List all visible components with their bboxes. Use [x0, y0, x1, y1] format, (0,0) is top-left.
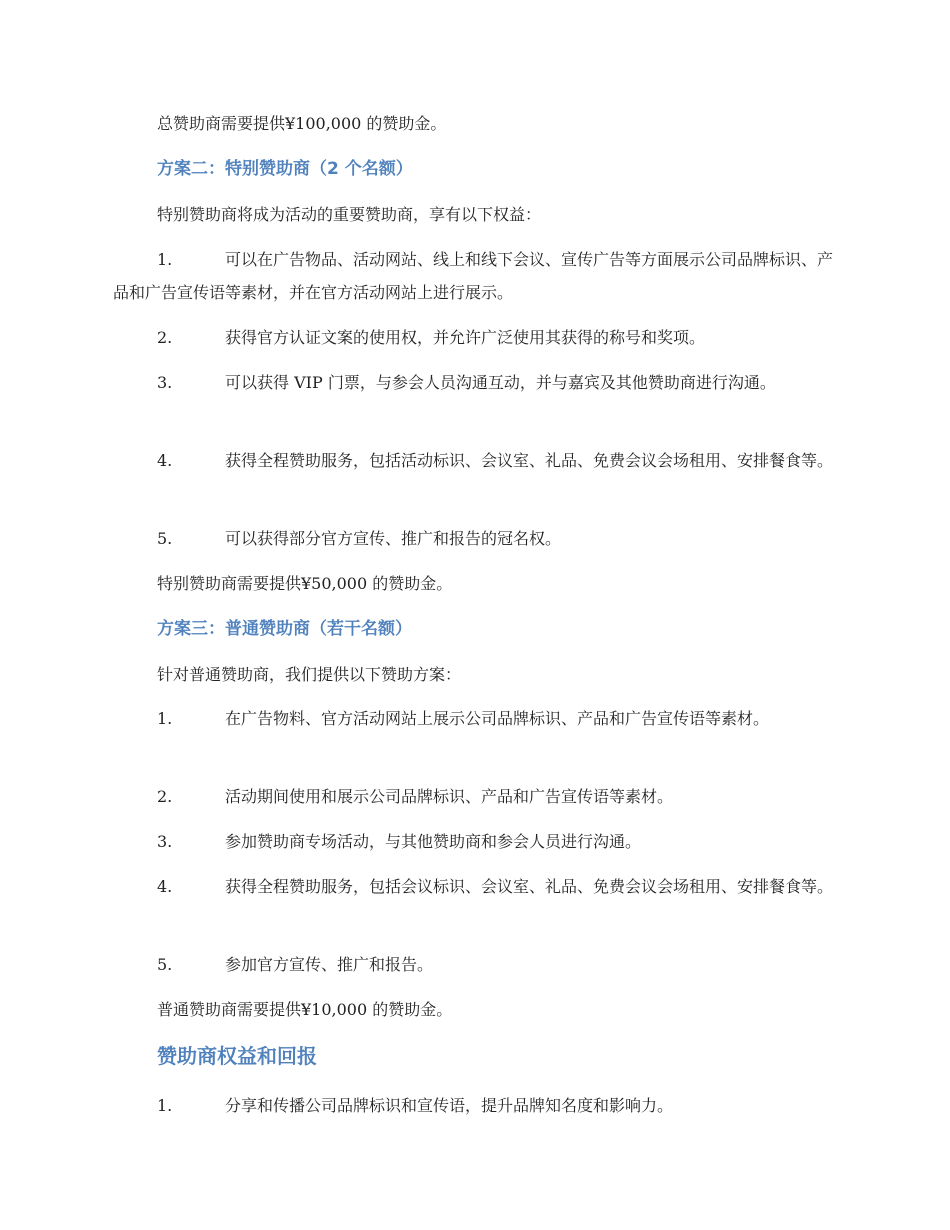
- paragraph-plan-two-fee: 特别赞助商需要提供¥50,000 的赞助金。: [157, 574, 453, 593]
- list-item-number: 5.: [157, 529, 173, 548]
- list-item: [113, 870, 839, 903]
- paragraph-plan-three-fee: 普通赞助商需要提供¥10,000 的赞助金。: [157, 1000, 453, 1019]
- list-item-text: 获得全程赞助服务，包括会议标识、会议室、礼品、免费会议会场租用、安排餐食等。: [225, 877, 834, 896]
- list-item-text: 活动期间使用和展示公司品牌标识、产品和广告宣传语等素材。: [225, 787, 674, 806]
- paragraph-total-sponsor-fee: 总赞助商需要提供¥100,000 的赞助金。: [157, 114, 447, 133]
- list-item: [113, 1089, 839, 1122]
- list-item: [113, 702, 839, 735]
- list-item-number: 2.: [157, 328, 173, 347]
- heading-plan-three: 方案三：普通赞助商（若干名额）: [157, 619, 412, 639]
- list-item-text: 可以在广告物品、活动网站、线上和线下会议、宣传广告等方面展示公司品牌标识、产品和广告宣传语等素材，并在官方活动网站上进行展示。: [113, 250, 834, 302]
- list-item: [113, 321, 839, 354]
- list-item: [113, 444, 839, 477]
- list-item-number: 3.: [157, 373, 173, 392]
- list-item-text: 在广告物料、官方活动网站上展示公司品牌标识、产品和广告宣传语等素材。: [225, 709, 770, 728]
- list-item: [113, 243, 839, 309]
- list-item: [113, 825, 839, 858]
- list-item-text: 获得全程赞助服务，包括活动标识、会议室、礼品、免费会议会场租用、安排餐食等。: [225, 451, 834, 470]
- list-item-number: 3.: [157, 832, 173, 851]
- list-item: [113, 522, 839, 555]
- list-item-number: 1.: [157, 709, 173, 728]
- list-item-text: 可以获得部分官方宣传、推广和报告的冠名权。: [225, 529, 562, 548]
- list-item-number: 2.: [157, 787, 173, 806]
- list-item-number: 5.: [157, 955, 173, 974]
- list-item-text: 分享和传播公司品牌标识和宣传语，提升品牌知名度和影响力。: [225, 1096, 674, 1115]
- heading-sponsor-rights: 赞助商权益和回报: [157, 1044, 317, 1068]
- list-item-number: 1.: [157, 1096, 173, 1115]
- list-item-text: 参加官方宣传、推广和报告。: [225, 955, 434, 974]
- paragraph-plan-three-intro: 针对普通赞助商，我们提供以下赞助方案：: [157, 665, 462, 684]
- heading-plan-two: 方案二：特别赞助商（2 个名额）: [157, 159, 413, 179]
- list-item-number: 4.: [157, 877, 173, 896]
- list-item-text: 参加赞助商专场活动，与其他赞助商和参会人员进行沟通。: [225, 832, 642, 851]
- paragraph-plan-two-intro: 特别赞助商将成为活动的重要赞助商，享有以下权益：: [157, 205, 542, 224]
- list-item-number: 1.: [157, 250, 173, 269]
- list-item: [113, 948, 839, 981]
- list-item-number: 4.: [157, 451, 173, 470]
- list-item: [113, 366, 839, 399]
- list-item: [113, 780, 839, 813]
- list-item-text: 获得官方认证文案的使用权，并允许广泛使用其获得的称号和奖项。: [225, 328, 706, 347]
- list-item-text: 可以获得 VIP 门票，与参会人员沟通互动，并与嘉宾及其他赞助商进行沟通。: [225, 373, 776, 392]
